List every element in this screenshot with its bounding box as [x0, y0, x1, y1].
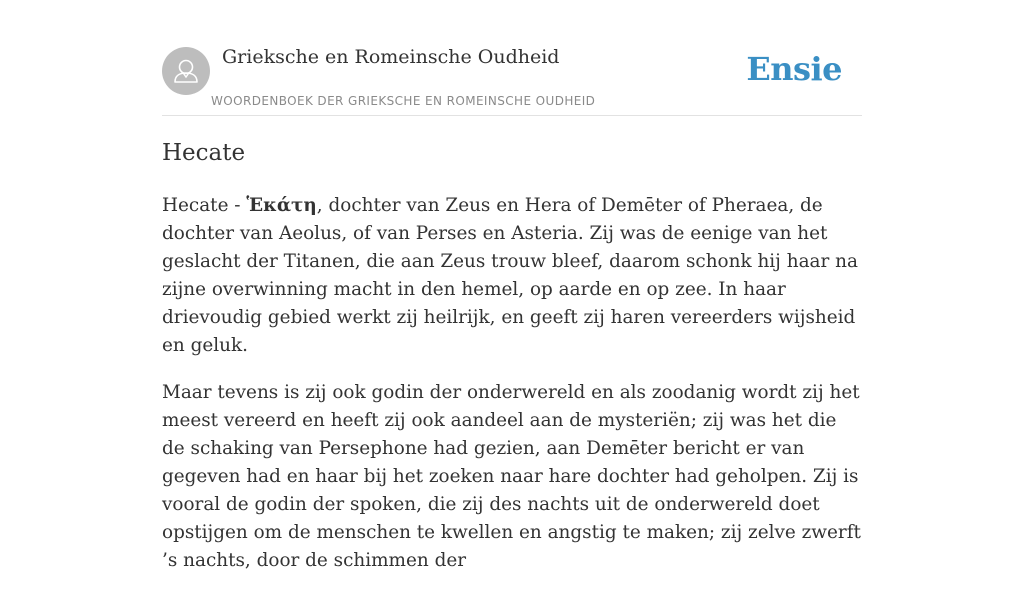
avatar-graphic [162, 47, 210, 95]
entry-body [162, 192, 862, 594]
entry-lead: Hecate - [162, 195, 247, 216]
brand-logo[interactable]: Ensie [746, 50, 842, 88]
user-silhouette-icon[interactable] [162, 47, 210, 95]
entry-paragraph-2: Maar tevens is zij ook godin der onderwereld en als zoodanig wordt zij het meest vereerd en heeft zij ook aandeel aan de mysteriën; zij was het die de schaking van Persephone had gezien, aan Demēter bericht er van gegeven had en haar bij het zoeken naar hare dochter had geholpen. Zij is vooral de godin der spoken, die zij des nachts uit de onderwereld doet opstijgen om de menschen te kwellen en angstig te maken; zij zelve zwerft ’s nachts, door de schimmen der [162, 382, 861, 571]
greek-term: Ἑκάτη [246, 195, 317, 216]
source-subtitle: WOORDENBOEK DER GRIEKSCHE EN ROMEINSCHE OUDHEID [211, 94, 596, 108]
entry-paragraph-1 [162, 192, 862, 360]
entry-paragraph-1-text: , dochter van Zeus en Hera of Demē‌ter of Pheraea, de dochter van Aeolus, of van Perses en Asteria. Zij was de eenige van het geslacht der Titanen, die aan Zeus trouw bleef, daarom schonk hij haar na zijne overwinning macht in den hemel, op aarde en op zee. In haar drievoudig gebied werkt zij heilrijk, en geeft zij haren vereerders wijsheid en geluk. [162, 195, 858, 356]
source-title[interactable]: Grieksche en Romeinsche Oudheid [222, 46, 560, 68]
source-header [162, 45, 862, 116]
entry-headword: Hecate [162, 140, 246, 166]
